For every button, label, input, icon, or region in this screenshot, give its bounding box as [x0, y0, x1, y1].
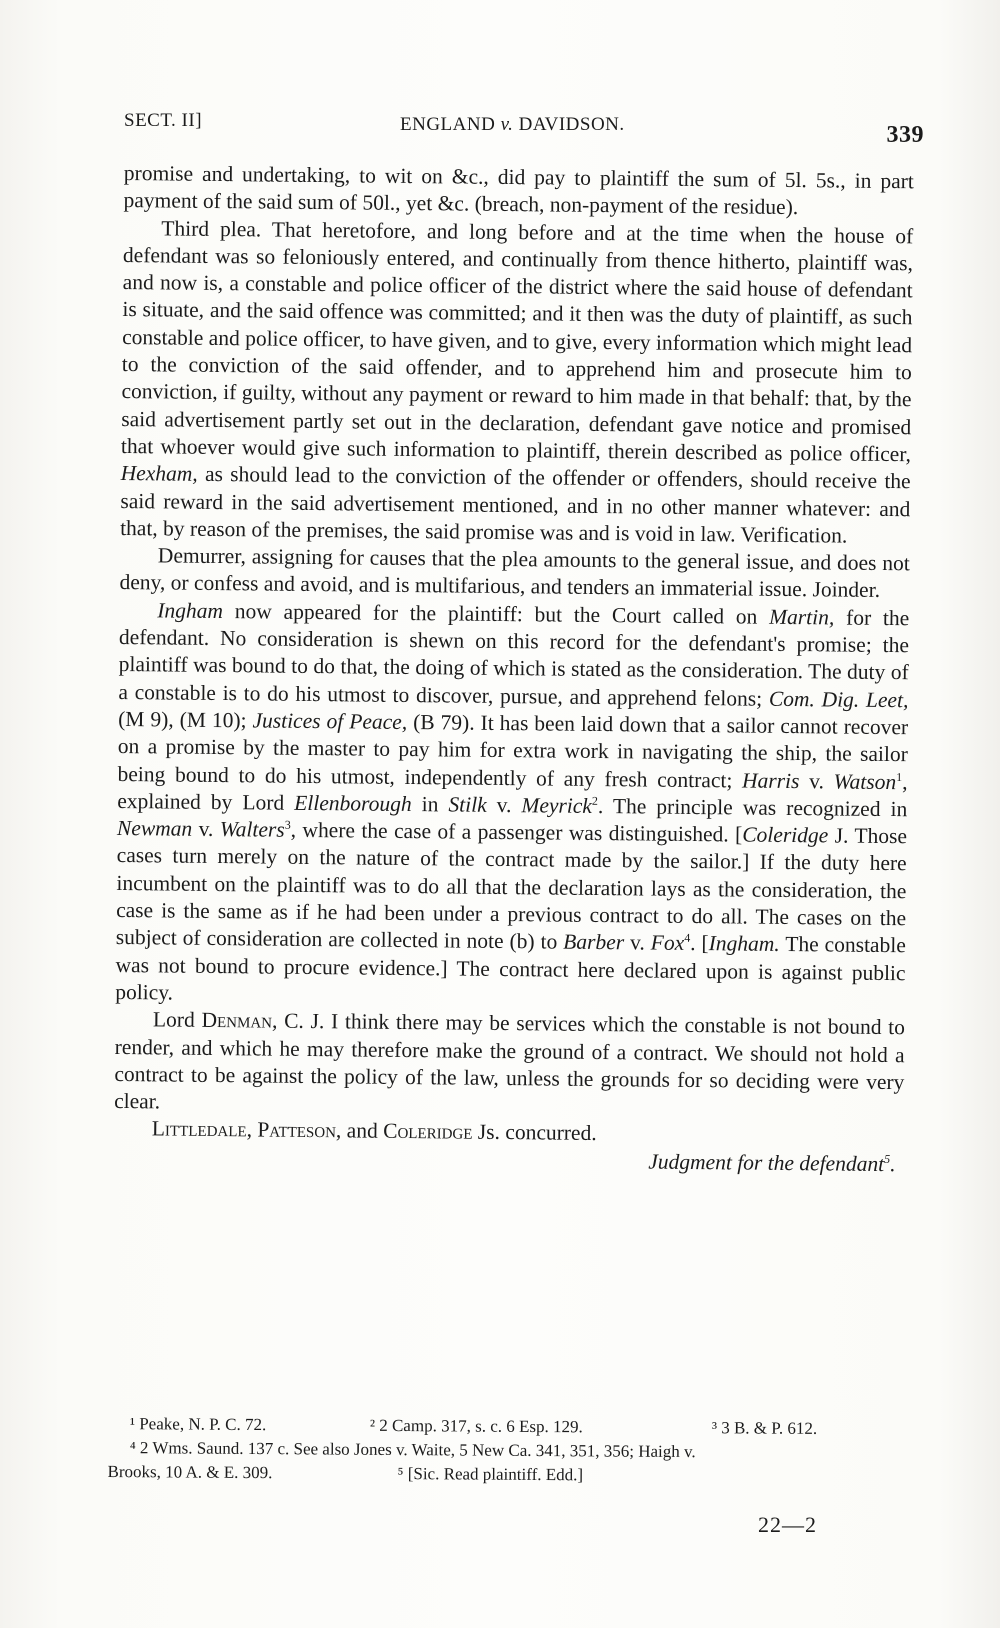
argument-text-h: J. Those cases turn merely on the nature of the contract made by the sailor.] If the duty here incumbent on the plaintiff was to do all that the declaration lays as the consideration, the case is the same as if he had been under a previous contract to do all. The cases on the subject of consideration are collected in note (b) to — [115, 823, 908, 954]
footnote-line-3 — [107, 1460, 917, 1490]
paragraph-third-plea — [120, 215, 913, 551]
newman-name: Newman — [116, 816, 193, 841]
fox-name: Fox — [650, 930, 685, 956]
paragraph-continuation: promise and undertaking, to wit on &c., did pay to plaintiff the sum of 5l. 5s., in part payment of the said sum of 50l., yet &c. (breach, non-payment of the residue). — [123, 160, 914, 220]
third-plea-end: as should lead to the conviction of the offender or offenders, should receive the said reward in the said advertisement mentioned, and in no other manner whatever: and that, by reason of the premises, the said promise was and is void in law. Verification. — [120, 462, 911, 548]
footnote-ref-1: 1 — [896, 769, 903, 784]
page-number: 339 — [886, 122, 924, 148]
argument-text-a: now appeared for the plaintiff: but the Court called on — [234, 598, 758, 629]
littledale-name: Littledale — [151, 1116, 247, 1142]
patteson-name: Patteson — [257, 1117, 337, 1143]
footnote-ref-4: 4 — [684, 931, 691, 946]
footnote-4: ⁴ 2 Wms. Saund. 137 c. See also Jones v. Waite, 5 New Ca. 341, 351, 356; Haigh v. — [129, 1438, 696, 1462]
footnotes — [107, 1412, 917, 1490]
ingham-interjection: Ingham. — [708, 931, 780, 957]
case-title — [400, 114, 625, 136]
versus-1: v. — [809, 768, 825, 793]
argument-text-b: for the defendant. No consideration is shewn on this record for the defendant's promise; the plaintiff was bound to do that, the doing of which is stated as the consideration. The duty of a constable is to do his utmost to discover, pursue, and apprehend felons; — [118, 605, 910, 711]
case-title-left: ENGLAND — [400, 114, 496, 135]
section-label: SECT. II] — [124, 110, 203, 131]
harris-name: Harris — [741, 768, 800, 793]
stilk-name: Stilk — [448, 792, 487, 817]
ellenborough-name: Ellenborough — [294, 790, 412, 816]
argument-text-j: The constable was not bound to procure evidence.] The contract here declared upon is against public policy. — [115, 932, 906, 1005]
argument-text-e: , explained by Lord — [117, 769, 908, 815]
coleridge-name: Coleridge — [742, 822, 829, 848]
versus-3: v. — [198, 816, 214, 842]
signature-mark: 22—2 — [758, 1512, 817, 1537]
third-plea-text: Third plea. That heretofore, and long before and at the time when the house of defendant was so feloniously entered, and continually from thence hitherto, plaintiff was, and now is, a constable and police officer of the district where the said house of defendant is situate, and the said offence was committed; and it then was the duty of plaintiff, as such constable and police officer, to have given, and to give, every information which might lead to the conviction of the said offender, and to apprehend him and prosecute him to conviction, if guilty, without any payment or reward to him made in that behalf: that, by the said advertisement partly set out in the declaration, defendant gave notice and promised that whoever would give such information to plaintiff, therein described as police officer, — [120, 215, 914, 467]
footnote-5: ⁵ [Sic. Read plaintiff. Edd.] — [397, 1464, 584, 1485]
concurrence-and: , and — [335, 1118, 378, 1144]
paragraph-concurrence: Littledale, Patteson, and Coleridge Js. concurred. — [151, 1116, 597, 1146]
case-title-v: v. — [500, 114, 514, 135]
denman-name: Denman — [201, 1008, 273, 1033]
concurrence-end: Js. concurred. — [477, 1120, 597, 1146]
versus-4: v. — [629, 930, 645, 955]
meyrick-name: Meyrick — [521, 793, 593, 818]
com-dig-citation: Com. Dig. Leet, — [768, 686, 909, 712]
coleridge-js-name: Coleridge — [383, 1119, 473, 1145]
footnote-2: ² 2 Camp. 317, s. c. 6 Esp. 129. — [369, 1415, 583, 1437]
paragraph-opinion — [114, 1006, 905, 1123]
argument-text-d: (B 79). It has been laid down that a sailor cannot recover on a promise by the master to pay him for extra work in navigating the ship, the sailor being bound to do his utmost, independently of any fresh contract; — [117, 709, 909, 792]
argument-text-f: . The principle was recognized in — [597, 793, 908, 822]
running-header — [124, 108, 924, 148]
judgment-period: . — [890, 1151, 896, 1176]
ingham-name: Ingham — [157, 598, 224, 623]
footnote-ref-5: 5 — [884, 1151, 891, 1166]
argument-text-c: (M 9), (M 10); — [118, 706, 247, 733]
hexham-name: Hexham, — [120, 461, 198, 487]
footnote-ref-2: 2 — [591, 793, 599, 808]
barber-name: Barber — [563, 929, 625, 955]
argument-text-g: , where the case of a passenger was distinguished. [ — [290, 817, 743, 847]
footnote-ref-3: 3 — [284, 817, 291, 832]
justices-citation: Justices of Peace, — [252, 708, 408, 734]
judgment-text: Judgment for the defendant — [648, 1149, 885, 1176]
walters-name: Walters — [219, 817, 285, 842]
paragraph-demurrer: Demurrer, assigning for causes that the plea amounts to the general issue, and does not deny, or confess and avoid, and is multifarious, and tenders an immaterial issue. Joinder. — [119, 543, 910, 603]
watson-name: Watson — [833, 768, 897, 794]
argument-text-in: in — [421, 791, 439, 817]
argument-text-i: . [ — [690, 931, 709, 956]
opinion-text: , C. J. I think there may be services which the constable is not bound to render, and which he may therefore make the ground of a contract. We should not hold a contract to be against the policy of the law, unless the grounds for so deciding were very clear. — [114, 1008, 906, 1114]
footnote-3: ³ 3 B. & P. 612. — [711, 1418, 818, 1438]
footnote-1: ¹ Peake, N. P. C. 72. — [129, 1414, 267, 1435]
martin-name: Martin, — [769, 604, 835, 630]
lord-title: Lord — [152, 1007, 195, 1032]
paragraph-argument — [115, 597, 909, 1015]
body-text — [113, 160, 914, 1178]
case-title-right: DAVIDSON. — [518, 114, 625, 135]
versus-2: v. — [496, 792, 512, 817]
footnote-4-cont: Brooks, 10 A. & E. 309. — [107, 1461, 273, 1483]
